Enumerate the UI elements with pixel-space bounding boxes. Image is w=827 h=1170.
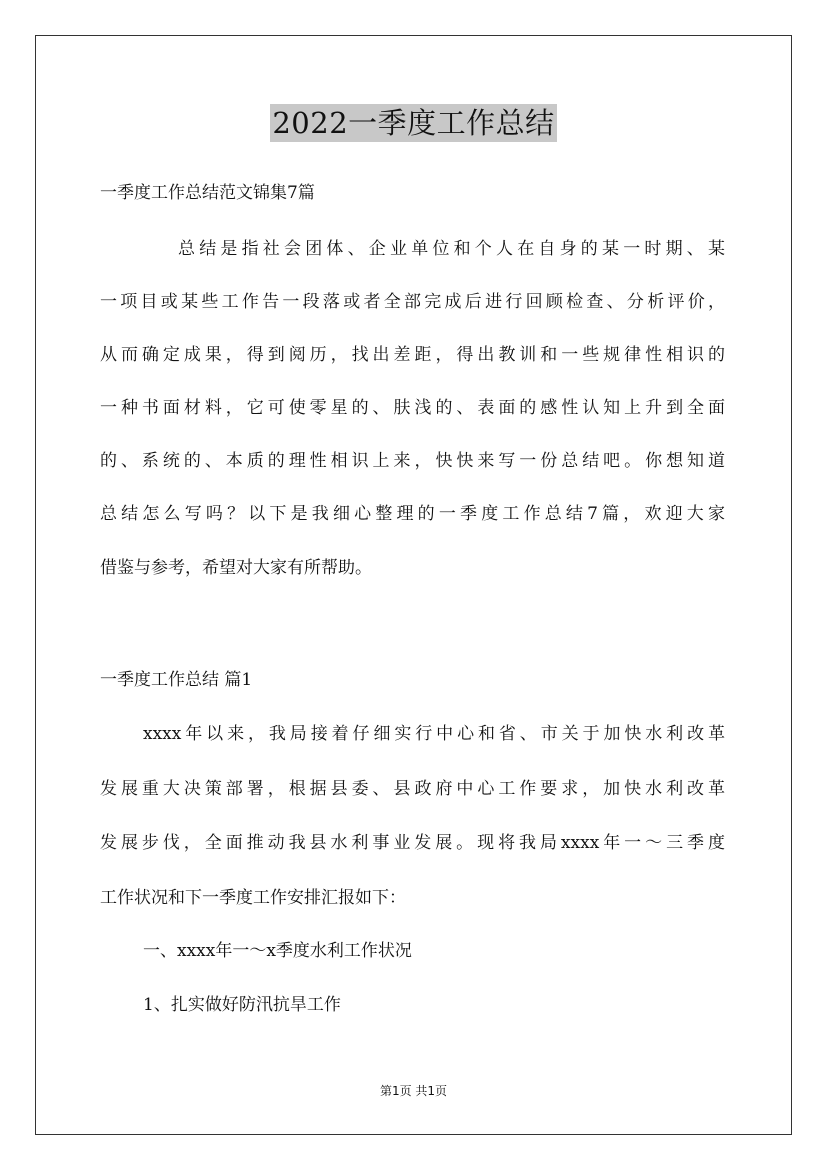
section1-line-2: 发展重大决策部署，根据县委、县政府中心工作要求，加快水利改革 (100, 779, 725, 799)
section1-line-1: xxxx年以来，我局接着仔细实行中心和省、市关于加快水利改革 (143, 724, 725, 744)
section1-heading: 一季度工作总结 篇1 (100, 670, 253, 690)
section1-line-4: 工作状况和下一季度工作安排汇报如下： (100, 888, 406, 908)
subheading-1: 一、xxxx年一～x季度水利工作状况 (143, 941, 412, 961)
intro-line-7: 借鉴与参考，希望对大家有所帮助。 (100, 558, 372, 578)
document-subtitle: 一季度工作总结范文锦集7篇 (100, 183, 315, 203)
subheading-2: 1、扎实做好防汛抗旱工作 (143, 995, 341, 1015)
intro-line-1: 总结是指社会团体、企业单位和个人在自身的某一时期、某 (178, 239, 725, 259)
intro-line-5: 的、系统的、本质的理性相识上来，快快来写一份总结吧。你想知道 (100, 451, 725, 471)
intro-line-3: 从而确定成果，得到阅历，找出差距，得出教训和一些规律性相识的 (100, 345, 725, 365)
intro-line-2: 一项目或某些工作告一段落或者全部完成后进行回顾检查、分析评价， (100, 292, 725, 312)
document-title: 2022一季度工作总结 (272, 106, 555, 140)
section1-line-3: 发展步伐，全面推动我县水利事业发展。现将我局xxxx年一～三季度 (100, 833, 725, 853)
intro-line-6: 总结怎么写吗？以下是我细心整理的一季度工作总结7篇，欢迎大家 (100, 504, 725, 524)
page-number-footer: 第1页 共1页 (379, 1084, 448, 1098)
title-wrapper (0, 104, 827, 142)
intro-line-4: 一种书面材料，它可使零星的、肤浅的、表面的感性认知上升到全面 (100, 398, 725, 418)
